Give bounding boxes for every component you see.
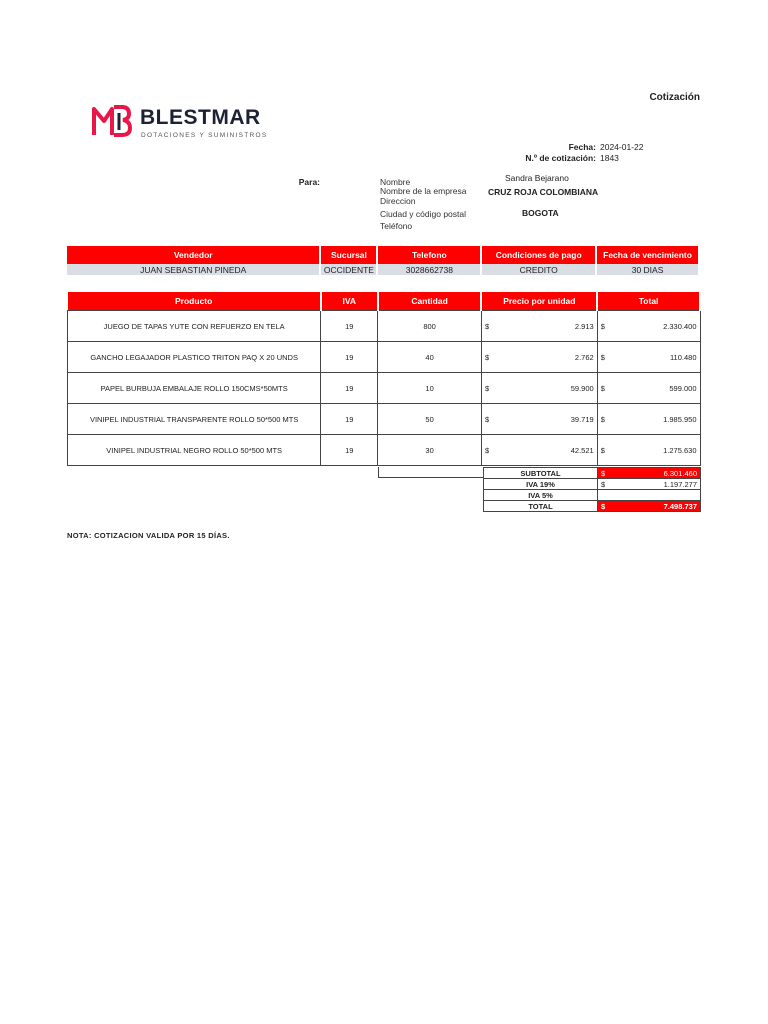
product-qty: 40: [378, 342, 482, 373]
table-row: [68, 373, 701, 404]
product-name: GANCHO LEGAJADOR PLASTICO TRITON PAQ X 20 UNDS: [68, 342, 321, 373]
iva19-label: IVA 19%: [484, 479, 598, 490]
seller-table: [67, 246, 700, 275]
product-price: $ 59.900: [481, 373, 597, 404]
product-iva: 19: [321, 373, 378, 404]
product-qty: 30: [378, 435, 482, 466]
products-header-producto: Producto: [68, 292, 321, 311]
product-price: $ 39.719: [481, 404, 597, 435]
fecha-value: 2024-01-22: [600, 142, 644, 152]
para-label: Para:: [298, 177, 320, 187]
validity-note: NOTA: COTIZACION VALIDA POR 15 DÍAS.: [67, 531, 230, 540]
iva5-label: IVA 5%: [484, 490, 598, 501]
product-qty: 10: [378, 373, 482, 404]
company-logo-icon: [92, 103, 132, 137]
product-name: JUEGO DE TAPAS YUTE CON REFUERZO EN TELA: [68, 311, 321, 342]
seller-telefono: 3028662738: [377, 264, 481, 275]
totals-table: [483, 467, 701, 512]
product-total: $ 599.000: [597, 373, 700, 404]
product-qty: 50: [378, 404, 482, 435]
telefono-label: Teléfono: [380, 221, 413, 231]
company-tagline: DOTACIONES Y SUMINISTROS: [141, 132, 268, 139]
seller-header-condiciones: Condiciones de pago: [481, 246, 596, 264]
iva19-value: $ 1.197.277: [598, 479, 701, 490]
product-price: $ 2.762: [481, 342, 597, 373]
table-row: [68, 435, 701, 466]
products-table: [67, 292, 701, 466]
product-total: $ 2.330.400: [597, 311, 700, 342]
document-title: Cotización: [649, 92, 700, 103]
product-price: $ 2.913: [481, 311, 597, 342]
cotizacion-label: N.º de cotización:: [525, 153, 596, 163]
product-name: VINIPEL INDUSTRIAL TRANSPARENTE ROLLO 50*500 MTS: [68, 404, 321, 435]
seller-condiciones: CREDITO: [481, 264, 596, 275]
seller-header-sucursal: Sucursal: [320, 246, 377, 264]
product-iva: 19: [321, 404, 378, 435]
table-row: [68, 404, 701, 435]
company-name: BLESTMAR: [140, 106, 261, 129]
seller-vendedor: JUAN SEBASTIAN PINEDA: [67, 264, 320, 275]
nombre-value: Sandra Bejarano: [505, 173, 569, 183]
iva5-value: [598, 490, 701, 501]
product-iva: 19: [321, 342, 378, 373]
subtotal-label: SUBTOTAL: [484, 468, 598, 479]
table-row: [68, 311, 701, 342]
products-header-cantidad: Cantidad: [378, 292, 482, 311]
product-total: $ 1.275.630: [597, 435, 700, 466]
product-total: $ 110.480: [597, 342, 700, 373]
product-name: VINIPEL INDUSTRIAL NEGRO ROLLO 50*500 MTS: [68, 435, 321, 466]
product-name: PAPEL BURBUJA EMBALAJE ROLLO 150CMS*50MTS: [68, 373, 321, 404]
seller-sucursal: OCCIDENTE: [320, 264, 377, 275]
ciudad-label: Ciudad y código postal: [380, 209, 467, 219]
products-header-iva: IVA: [321, 292, 378, 311]
products-header-precio: Precio por unidad: [481, 292, 597, 311]
product-qty: 800: [378, 311, 482, 342]
seller-header-vendedor: Vendedor: [67, 246, 320, 264]
products-header-total: Total: [597, 292, 700, 311]
empresa-value: CRUZ ROJA COLOMBIANA: [488, 187, 599, 197]
fecha-label: Fecha:: [568, 142, 596, 152]
product-price: $ 42.521: [481, 435, 597, 466]
subtotal-divider: [378, 467, 484, 478]
product-total: $ 1.985.950: [597, 404, 700, 435]
seller-header-telefono: Telefono: [377, 246, 481, 264]
direccion-label: Direccion: [380, 196, 416, 206]
ciudad-value: BOGOTA: [522, 208, 559, 218]
subtotal-value: $ 6.301.460: [598, 468, 701, 479]
nombre-label: Nombre: [380, 177, 411, 187]
empresa-label: Nombre de la empresa: [380, 186, 467, 196]
seller-vencimiento: 30 DIAS: [596, 264, 699, 275]
product-iva: 19: [321, 311, 378, 342]
table-row: [68, 342, 701, 373]
total-value: $ 7.498.737: [598, 501, 701, 512]
total-label: TOTAL: [484, 501, 598, 512]
cotizacion-number: 1843: [600, 153, 619, 163]
seller-header-vencimiento: Fecha de vencimiento: [596, 246, 699, 264]
product-iva: 19: [321, 435, 378, 466]
